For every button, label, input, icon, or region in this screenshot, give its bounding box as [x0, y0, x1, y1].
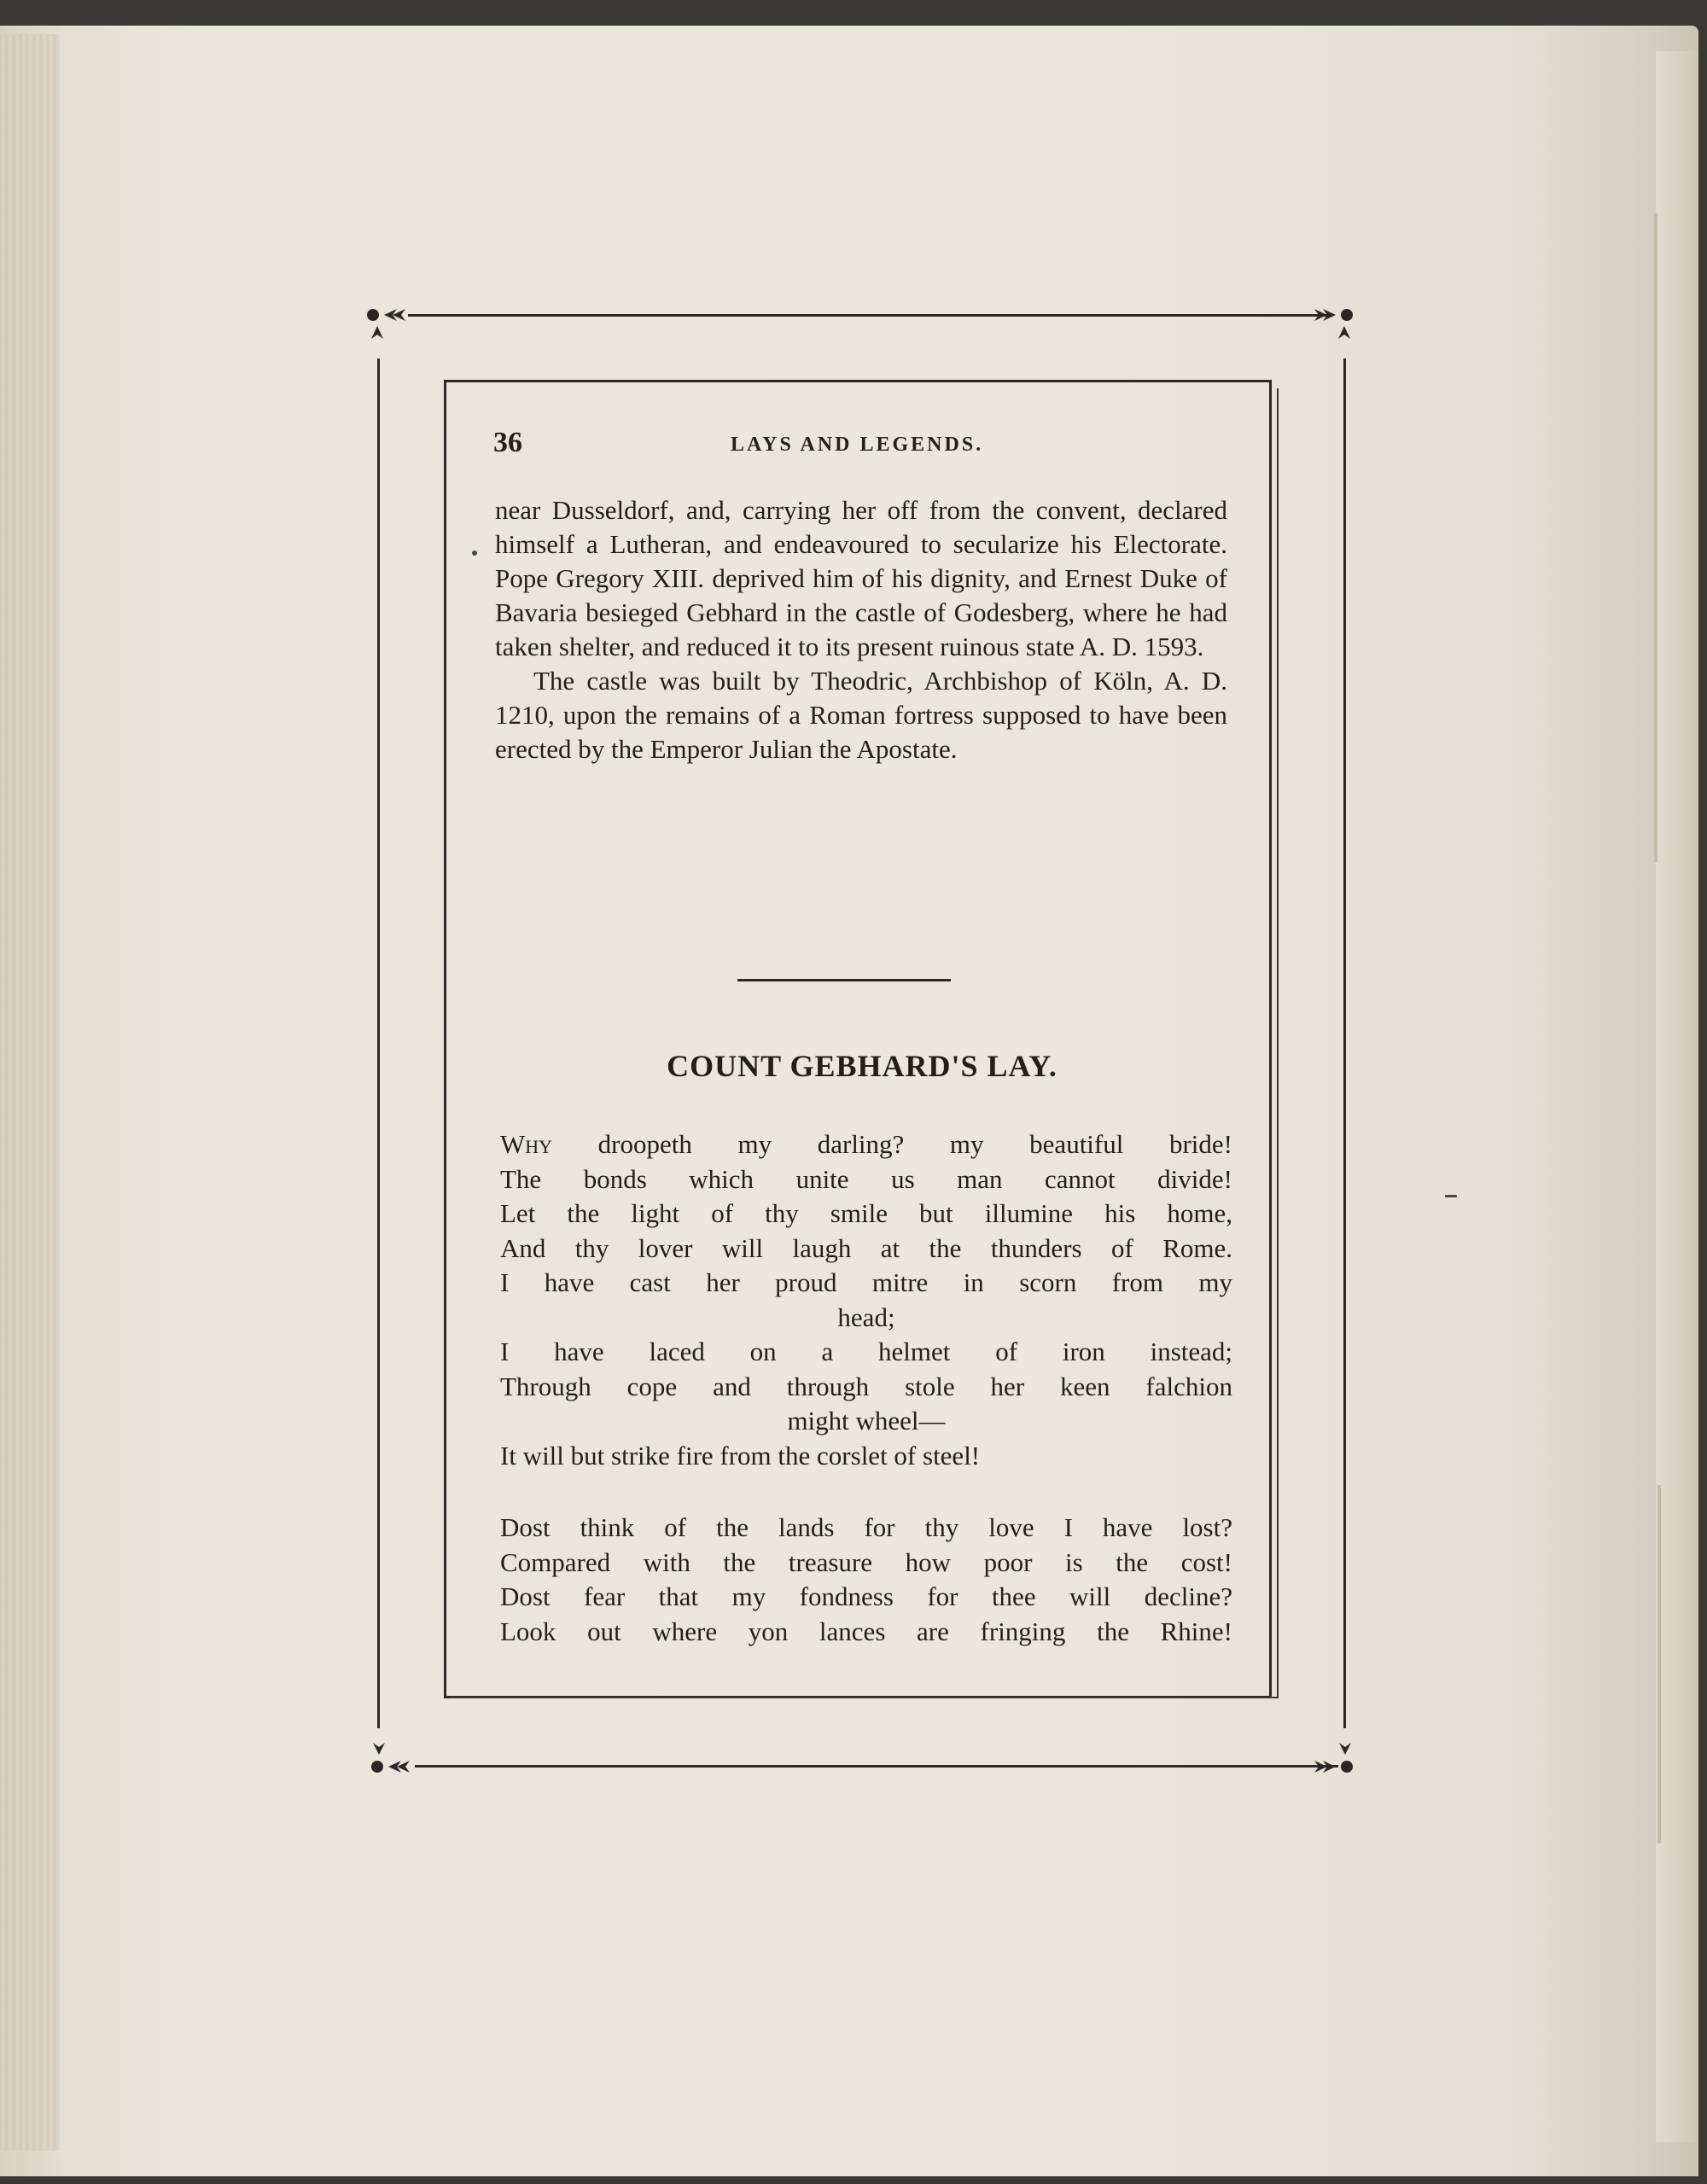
outer-rule-right [1343, 358, 1346, 1728]
poem-line-turnover: might wheel— [787, 1406, 946, 1436]
line-text: droopeth my darling? my beautiful bride! [552, 1129, 1232, 1159]
ink-speck [472, 550, 477, 556]
prose-paragraph: near Dusseldorf, and, carrying her off from the convent, declared himself a Lutheran, and endeavoured to secularize his Electorate. Pope Gregory XIII. deprived him of his dignity, and Ernest Duke of Bavaria besieged Gebhard in the castle of Godesberg, where he had taken shelter, and reduced it to its present ruinous state A. D. 1593. [495, 495, 1227, 661]
ornament-top-left-icon [363, 300, 422, 360]
prose-paragraph: The castle was built by Theodric, Archbishop of Köln, A. D. 1210, upon the remains of a Roman fortress supposed to have been erected by the Emperor Julian the Apostate. [495, 666, 1227, 764]
outer-rule-bottom [415, 1765, 1338, 1768]
poem-line: And thy lover will laugh at the thunders of Rome. [500, 1232, 1232, 1263]
poem-title: COUNT GEBHARD'S LAY. [667, 1049, 1057, 1083]
facing-page-edge [1656, 51, 1698, 2142]
poem-stanza [500, 1127, 1232, 1473]
poem-line: Dost think of the lands for thy love I have lost? [500, 1512, 1232, 1542]
ink-speck [1445, 1195, 1457, 1197]
page-crease [1657, 1485, 1661, 1843]
poem-line-turnover: head; [837, 1302, 895, 1332]
ornament-bottom-right-icon [1299, 1724, 1359, 1784]
poem-stanza [500, 1511, 1232, 1649]
running-title: LAYS AND LEGENDS. [731, 434, 984, 456]
poem-line: Through cope and through stole her keen falchion [500, 1371, 1232, 1401]
page-crease [1654, 213, 1657, 862]
poem-line: I have cast her proud mitre in scorn from my [500, 1267, 1232, 1297]
poem-line: Compared with the treasure how poor is the cost! [500, 1546, 1232, 1577]
outer-rule-top [408, 314, 1331, 317]
outer-rule-left [377, 358, 380, 1728]
ornament-top-right-icon [1297, 300, 1357, 360]
initial-word: Why [500, 1129, 553, 1159]
poem-line: Let the light of thy smile but illumine his home, [500, 1198, 1232, 1228]
page-number: 36 [493, 427, 522, 458]
page-edges [0, 34, 60, 2151]
running-head [493, 427, 1227, 469]
ornament-bottom-left-icon [365, 1724, 425, 1784]
poem-line [500, 1127, 1232, 1162]
section-divider [737, 979, 951, 981]
poem-line: Dost fear that my fondness for thee will decline? [500, 1581, 1232, 1611]
prose-notes [495, 493, 1227, 766]
poem-line: The bonds which unite us man cannot divide! [500, 1163, 1232, 1194]
poem-line: Look out where yon lances are fringing the Rhine! [500, 1616, 1232, 1646]
poem-line: I have laced on a helmet of iron instead; [500, 1337, 1232, 1366]
poem-line: It will but strike fire from the corslet of steel! [500, 1440, 981, 1471]
